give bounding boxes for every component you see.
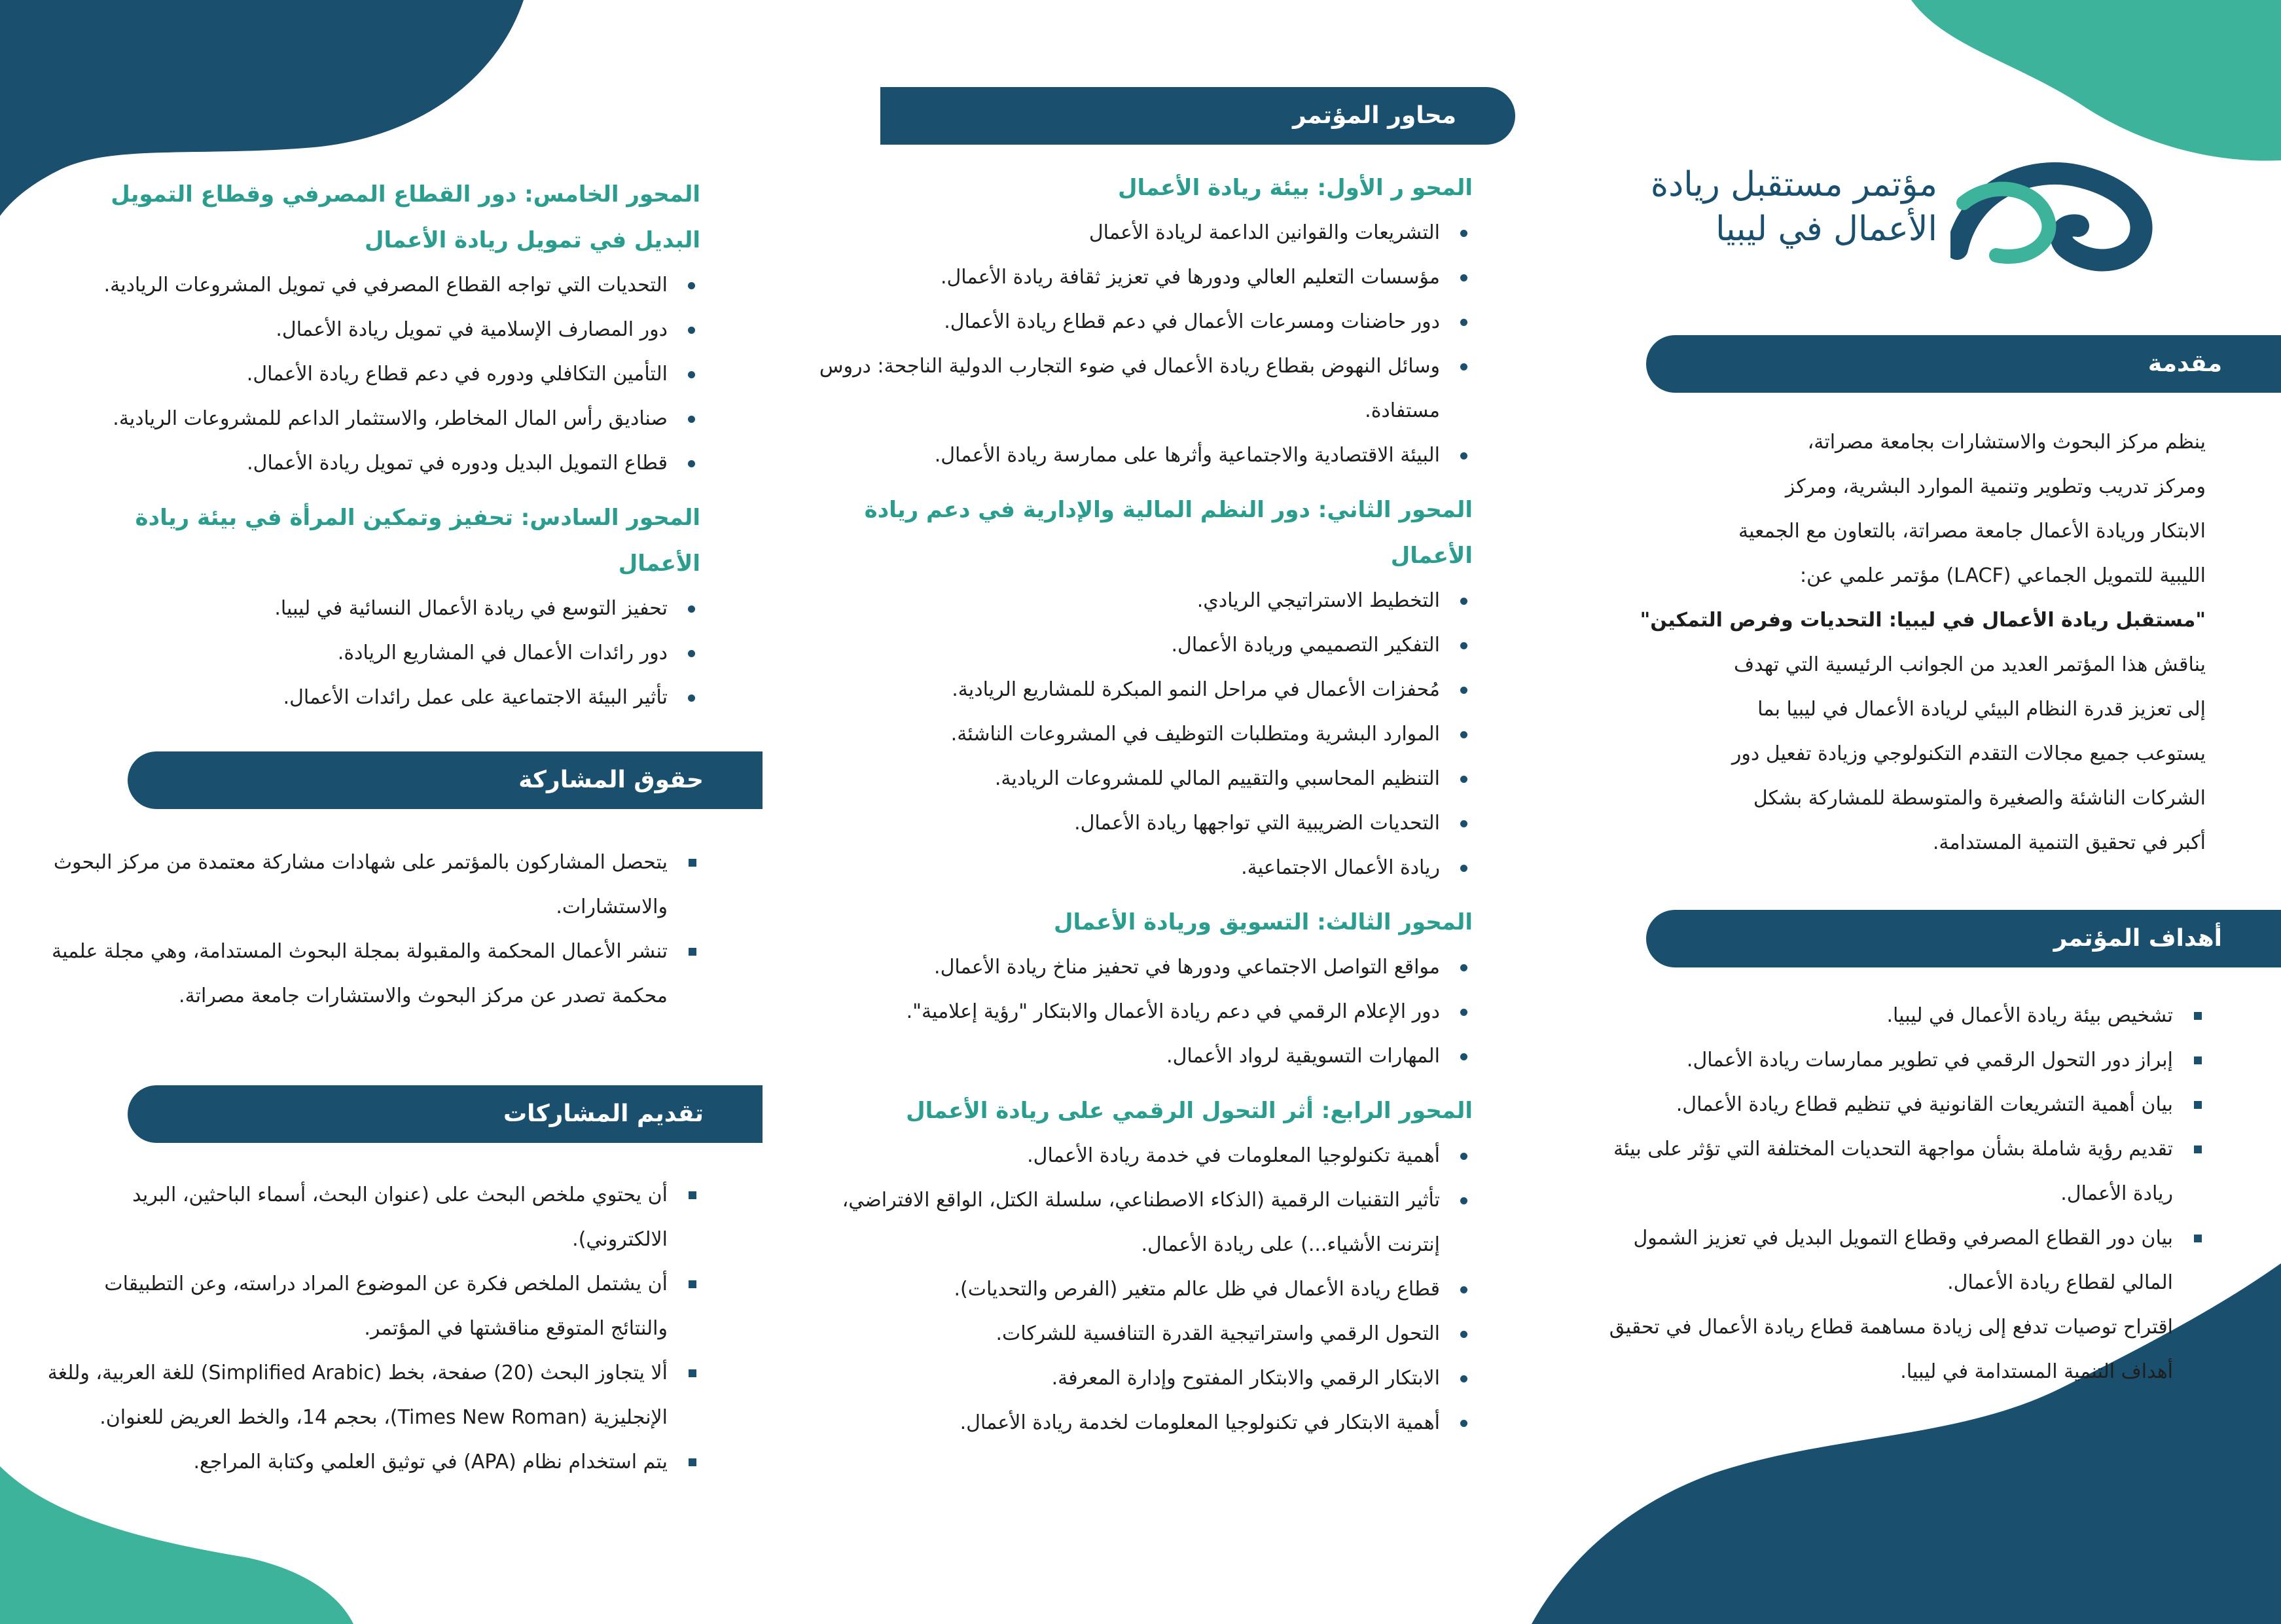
axis-2-item: التخطيط الاستراتيجي الريادي. [818,579,1473,623]
intro-line: ينظم مركز البحوث والاستشارات بجامعة مصراتة، [1807,431,2206,454]
intro-line: يستوعب جميع مجالات التقدم التكنولوجي وزيادة تفعيل دور [1731,742,2206,765]
axis-2-item: ريادة الأعمال الاجتماعية. [818,846,1473,890]
axis-4-item: الابتكار الرقمي والابتكار المفتوح وإدارة المعرفة. [818,1356,1473,1401]
axis-4-title: المحور الرابع: أثر التحول الرقمي على ريادة الأعمال [906,1098,1473,1124]
rights-item: تنشر الأعمال المحكمة والمقبولة بمجلة البحوث المستدامة، وهي مجلة علمية محكمة تصدر عن مركز البحوث والاستشارات جامعة مصراتة. [46,929,700,1019]
axis-3-item: المهارات التسويقية لرواد الأعمال. [818,1034,1473,1079]
submission-heading: تقديم المشاركات [128,1085,763,1143]
axis-6-item: تحفيز التوسع في ريادة الأعمال النسائية في ليبيا. [46,586,700,631]
rights-list [46,840,700,1019]
axis-6-title: المحور السادس: تحفيز وتمكين المرأة في بيئة ريادة الأعمال [135,505,700,577]
axes-column-continued [46,171,700,720]
axis-6-item: تأثير البيئة الاجتماعية على عمل رائدات الأعمال. [46,676,700,720]
axis-4-item: أهمية تكنولوجيا المعلومات في خدمة ريادة الأعمال. [818,1134,1473,1178]
axis-2-title: المحور الثاني: دور النظم المالية والإدارية في دعم ريادة الأعمال [864,497,1473,569]
axis-5-item: التحديات التي تواجه القطاع المصرفي في تمويل المشروعات الريادية. [46,263,700,308]
goal-item: تشخيص بيئة ريادة الأعمال في ليبيا. [1584,994,2206,1038]
axis-5-title: المحور الخامس: دور القطاع المصرفي وقطاع التمويل البديل في تمويل ريادة الأعمال [111,181,700,253]
axis-4-item: تأثير التقنيات الرقمية (الذكاء الاصطناعي، سلسلة الكتل، الواقع الافتراضي، إنترنت الأشياء...) على ريادة الأعمال. [818,1178,1473,1267]
axis-3-item: دور الإعلام الرقمي في دعم ريادة الأعمال والابتكار "رؤية إعلامية". [818,990,1473,1034]
submission-list [46,1173,700,1485]
submission-item: أن يحتوي ملخص البحث على (عنوان البحث، أسماء الباحثين، البريد الالكتروني). [46,1173,700,1262]
axis-3-item: مواقع التواصل الاجتماعي ودورها في تحفيز مناخ ريادة الأعمال. [818,945,1473,990]
intro-line: يناقش هذا المؤتمر العديد من الجوانب الرئيسية التي تهدف [1734,653,2206,676]
axis-1-item: التشريعات والقوانين الداعمة لريادة الأعمال [818,211,1473,255]
intro-title-line: "مستقبل ريادة الأعمال في ليبيا: التحديات وفرص التمكين" [1640,609,2206,632]
axis-4-item: التحول الرقمي واستراتيجية القدرة التنافسية للشركات. [818,1312,1473,1356]
rights-heading: حقوق المشاركة [128,751,763,809]
goal-item: تقديم رؤية شاملة بشأن مواجهة التحديات المختلفة التي تؤثر على بيئة ريادة الأعمال. [1584,1127,2206,1216]
axis-1-title: المحو ر الأول: بيئة ريادة الأعمال [1117,175,1473,201]
submission-item: ألا يتجاوز البحث (20) صفحة، بخط (Simplified Arabic) للغة العربية، وللغة الإنجليزية (Times New Roman)، بحجم 14، والخط العريض للعنوان. [46,1351,700,1440]
goals-list [1584,994,2206,1394]
logo-line-1: مؤتمر مستقبل ريادة [1650,165,1937,204]
goal-item: اقتراح توصيات تدفع إلى زيادة مساهمة قطاع ريادة الأعمال في تحقيق أهداف التنمية المستدامة في ليبيا. [1584,1305,2206,1394]
axis-2-item: الموارد البشرية ومتطلبات التوظيف في المشروعات الناشئة. [818,712,1473,757]
intro-line: إلى تعزيز قدرة النظام البيئي لريادة الأعمال في ليبيا بما [1757,698,2206,721]
axis-1-item: البيئة الاقتصادية والاجتماعية وأثرها على ممارسة ريادة الأعمال. [818,433,1473,478]
axis-4-item: قطاع ريادة الأعمال في ظل عالم متغير (الفرص والتحديات). [818,1267,1473,1312]
bottom-left-wave [0,1466,353,1624]
submission-item: يتم استخدام نظام (APA) في توثيق العلمي وكتابة المراجع. [46,1440,700,1485]
intro-line: الابتكار وريادة الأعمال جامعة مصراتة، بالتعاون مع الجمعية [1738,520,2206,543]
goal-item: بيان دور القطاع المصرفي وقطاع التمويل البديل في تعزيز الشمول المالي لقطاع ريادة الأعمال. [1584,1216,2206,1305]
axis-2-item: مُحفزات الأعمال في مراحل النمو المبكرة للمشاريع الريادية. [818,668,1473,712]
intro-line: الليبية للتمويل الجماعي (LACF) مؤتمر علمي عن: [1800,564,2206,587]
axis-2-item: التحديات الضريبية التي تواجهها ريادة الأعمال. [818,801,1473,846]
top-right-wave [1911,0,2281,161]
intro-heading: مقدمة [1646,335,2281,393]
axis-5-item: صناديق رأس المال المخاطر، والاستثمار الداعم للمشروعات الريادية. [46,397,700,441]
logo-line-2: الأعمال في ليبيا [1715,209,1937,249]
axes-heading: محاور المؤتمر [880,87,1515,145]
axis-5-item: التأمين التكافلي ودوره في دعم قطاع ريادة الأعمال. [46,352,700,397]
intro-line: أكبر في تحقيق التنمية المستدامة. [1932,831,2206,854]
axis-1-item: مؤسسات التعليم العالي ودورها في تعزيز ثقافة ريادة الأعمال. [818,255,1473,300]
axis-1-item: وسائل النهوض بقطاع ريادة الأعمال في ضوء التجارب الدولية الناجحة: دروس مستفادة. [818,344,1473,433]
goal-item: إبراز دور التحول الرقمي في تطوير ممارسات ريادة الأعمال. [1584,1038,2206,1083]
goal-item: بيان أهمية التشريعات القانونية في تنظيم قطاع ريادة الأعمال. [1584,1083,2206,1127]
axis-3-title: المحور الثالث: التسويق وريادة الأعمال [1053,909,1473,935]
axes-column [818,165,1473,1445]
rights-item: يتحصل المشاركون بالمؤتمر على شهادات مشاركة معتمدة من مركز البحوث والاستشارات. [46,840,700,929]
conference-logo-icon [1950,151,2153,275]
axis-5-item: دور المصارف الإسلامية في تمويل ريادة الأعمال. [46,308,700,352]
axis-5-item: قطاع التمويل البديل ودوره في تمويل ريادة الأعمال. [46,441,700,486]
intro-paragraph [1584,420,2206,865]
axis-2-item: التفكير التصميمي وريادة الأعمال. [818,623,1473,668]
axis-1-item: دور حاضنات ومسرعات الأعمال في دعم قطاع ريادة الأعمال. [818,300,1473,344]
axis-4-item: أهمية الابتكار في تكنولوجيا المعلومات لخدمة ريادة الأعمال. [818,1401,1473,1445]
axis-6-item: دور رائدات الأعمال في المشاريع الريادة. [46,631,700,676]
submission-item: أن يشتمل الملخص فكرة عن الموضوع المراد دراسته، وعن التطبيقات والنتائج المتوقع مناقشتها في المؤتمر. [46,1262,700,1351]
goals-heading: أهداف المؤتمر [1646,910,2281,967]
axis-2-item: التنظيم المحاسبي والتقييم المالي للمشروعات الريادية. [818,757,1473,801]
intro-line: ومركز تدريب وتطوير وتنمية الموارد البشرية، ومركز [1785,475,2206,498]
intro-line: الشركات الناشئة والصغيرة والمتوسطة للمشاركة بشكل [1753,787,2206,810]
logo-title [1597,162,1937,251]
